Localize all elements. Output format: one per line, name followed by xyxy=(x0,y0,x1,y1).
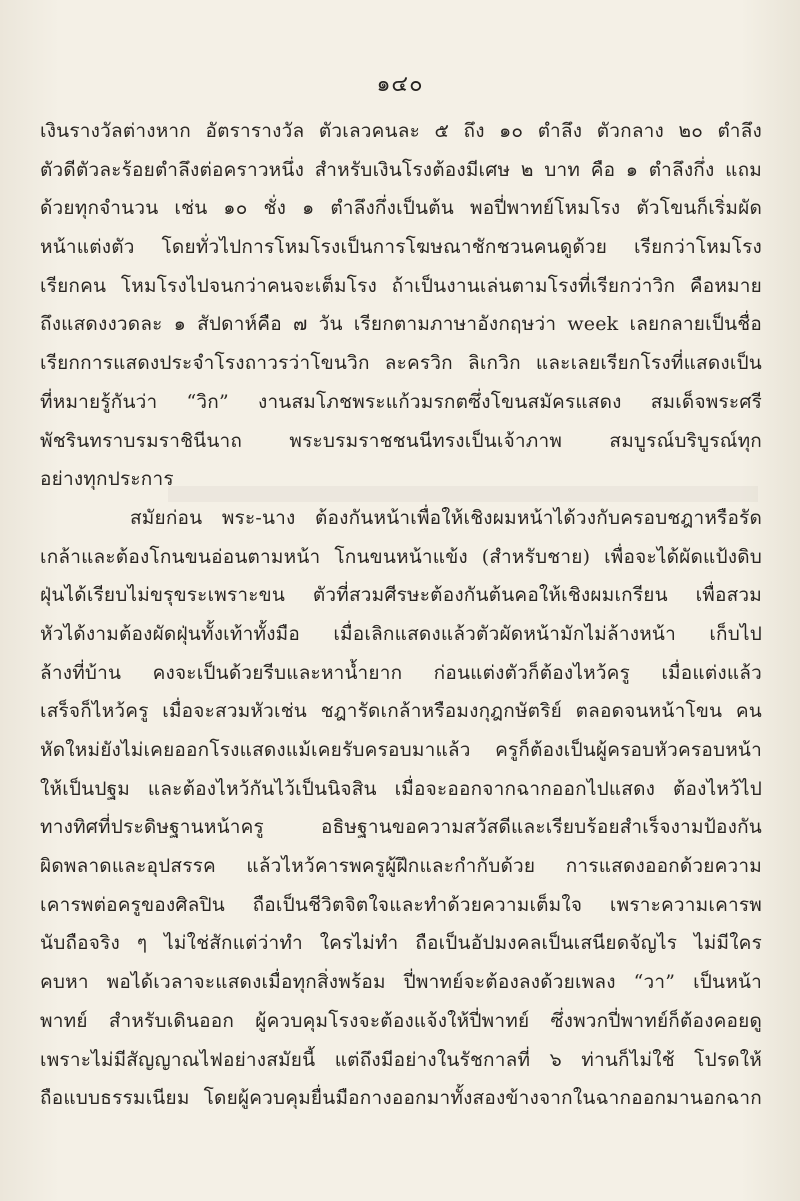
paragraph-2-line-4: หัวได้งามต้องผัดฝุ่นทั้งเท้าทั้งมือ เมื่อเลิกแสดงแล้วตัวผัดหน้ามักไม่ล้างหน้า เก็บไป xyxy=(40,622,762,645)
body-text xyxy=(40,112,762,1118)
paragraph-2-line-10: ผิดพลาดและอุปสรรค แล้วไหว้คารพครูผู้ฝึกและกำกับด้วย การแสดงออกด้วยความ xyxy=(40,855,762,878)
paragraph-2-line-7: หัดใหม่ยังไม่เคยออกโรงแสดงแม้เคยรับครอบมาแล้ว ครูก็ต้องเป็นผู้ครอบหัวครอบหน้า xyxy=(40,739,762,761)
paragraph-2-line-2: เกล้าและต้องโกนขนอ่อนตามหน้า โกนขนหน้าแข้ง (สำหรับชาย) เพื่อจะได้ผัดแป้งดิบ xyxy=(40,545,762,568)
paragraph-1-line-10: อย่างทุกประการ xyxy=(40,468,174,491)
paragraph-1-line-7: เรียกการแสดงประจำโรงถาวรว่าโขนวิก ละครวิก ลิเกวิก และเลยเรียกโรงที่แสดงเป็น xyxy=(40,352,762,375)
paragraph-2-line-6: เสร็จก็ไหว้ครู เมื่อจะสวมหัวเช่น ชฎารัดเกล้าหรือมงกุฎกษัตริย์ ตลอดจนหน้าโขน คน xyxy=(40,700,762,723)
paragraph-1-line-4: หน้าแต่งตัว โดยทั่วไปการโหมโรงเป็นการโฆษณาชักชวนคนดูด้วย เรียกว่าโหมโรง xyxy=(40,236,762,259)
paragraph-1-line-6: ถึงแสดงงวดละ ๑ สัปดาห์คือ ๗ วัน เรียกตามภาษาอังกฤษว่า week เลยกลายเป็นชื่อ xyxy=(40,313,762,336)
paragraph-1-line-2: ตัวดีตัวละร้อยตำลึงต่อคราวหนึ่ง สำหรับเงินโรงต้องมีเศษ ๒ บาท คือ ๑ ตำลึงกึ่ง แถม xyxy=(40,158,762,181)
paragraph-1-line-9: พัชรินทราบรมราชินีนาถ พระบรมราชชนนีทรงเป็นเจ้าภาพ สมบูรณ์บริบูรณ์ทุก xyxy=(40,429,762,452)
page-number: ๑๔๐ xyxy=(376,72,424,97)
paragraph-1-line-3: ด้วยทุกจำนวน เช่น ๑๐ ชั่ง ๑ ตำลึงกึ่งเป็นต้น พอปี่พาทย์โหมโรง ตัวโขนก็เริ่มผัด xyxy=(40,197,762,220)
paragraph-2-line-1: สมัยก่อน พระ-นาง ต้องกันหน้าเพื่อให้เชิงผมหน้าได้วงกับครอบชฎาหรือรัด xyxy=(130,506,762,529)
paragraph-2-line-15: เพราะไม่มีสัญญาณไฟอย่างสมัยนี้ แต่ถึงมีอย่างในรัชกาลที่ ๖ ท่านก็ไม่ใช้ โปรดให้ xyxy=(40,1048,762,1071)
paragraph-1-line-8: ที่หมายรู้กันว่า “วิก” งานสมโภชพระแก้วมรกตซึ่งโขนสมัครแสดง สมเด็จพระศรี xyxy=(40,390,762,413)
paragraph-2-line-11: เคารพต่อครูของศิลปิน ถือเป็นชีวิตจิตใจและทำด้วยความเต็มใจ เพราะความเคารพ xyxy=(40,893,762,916)
paragraph-2-line-16: ถือแบบธรรมเนียม โดยผู้ควบคุมยื่นมือกางออกมาทั้งสองข้างจากในฉากออกมานอกฉาก xyxy=(40,1087,762,1110)
paragraph-2-line-8: ให้เป็นปฐม และต้องไหว้กันไว้เป็นนิจสิน เมื่อจะออกจากฉากออกไปแสดง ต้องไหว้ไป xyxy=(40,777,762,800)
paragraph-2-line-3: ฝุ่นได้เรียบไม่ขรุขระเพราะขน ตัวที่สวมศีรษะต้องกันต้นคอให้เชิงผมเกรียน เพื่อสวม xyxy=(40,584,762,607)
paragraph-1-line-5: เรียกคน โหมโรงไปจนกว่าคนจะเต็มโรง ถ้าเป็นงานเล่นตามโรงที่เรียกว่าวิก คือหมาย xyxy=(40,274,762,297)
paragraph-1-line-1: เงินรางวัลต่างหาก อัตรารางวัล ตัวเลวคนละ ๕ ถึง ๑๐ ตำลึง ตัวกลาง ๒๐ ตำลึง xyxy=(40,120,762,142)
paragraph-2-line-12: นับถือจริง ๆ ไม่ใช่สักแต่ว่าทำ ใครไม่ทำ ถือเป็นอัปมงคลเป็นเสนียดจัญไร ไม่มีใคร xyxy=(40,932,762,955)
paragraph-2-line-14: พาทย์ สำหรับเดินออก ผู้ควบคุมโรงจะต้องแจ้งให้ปี่พาทย์ ซึ่งพวกปี่พาทย์ก็ต้องคอยดู xyxy=(40,1009,762,1032)
paragraph-2-line-13: คบหา พอได้เวลาจะแสดงเมื่อทุกสิ่งพร้อม ปี่พาทย์จะต้องลงด้วยเพลง “วา” เป็นหน้า xyxy=(40,971,762,994)
paragraph-2-line-9: ทางทิศที่ประดิษฐานหน้าครู อธิษฐานขอความสวัสดีและเรียบร้อยสำเร็จงามป้องกัน xyxy=(40,816,762,839)
paragraph-2-line-5: ล้างที่บ้าน คงจะเป็นด้วยรีบและหาน้ำยาก ก่อนแต่งตัวก็ต้องไหว้ครู เมื่อแต่งแล้ว xyxy=(40,661,762,684)
